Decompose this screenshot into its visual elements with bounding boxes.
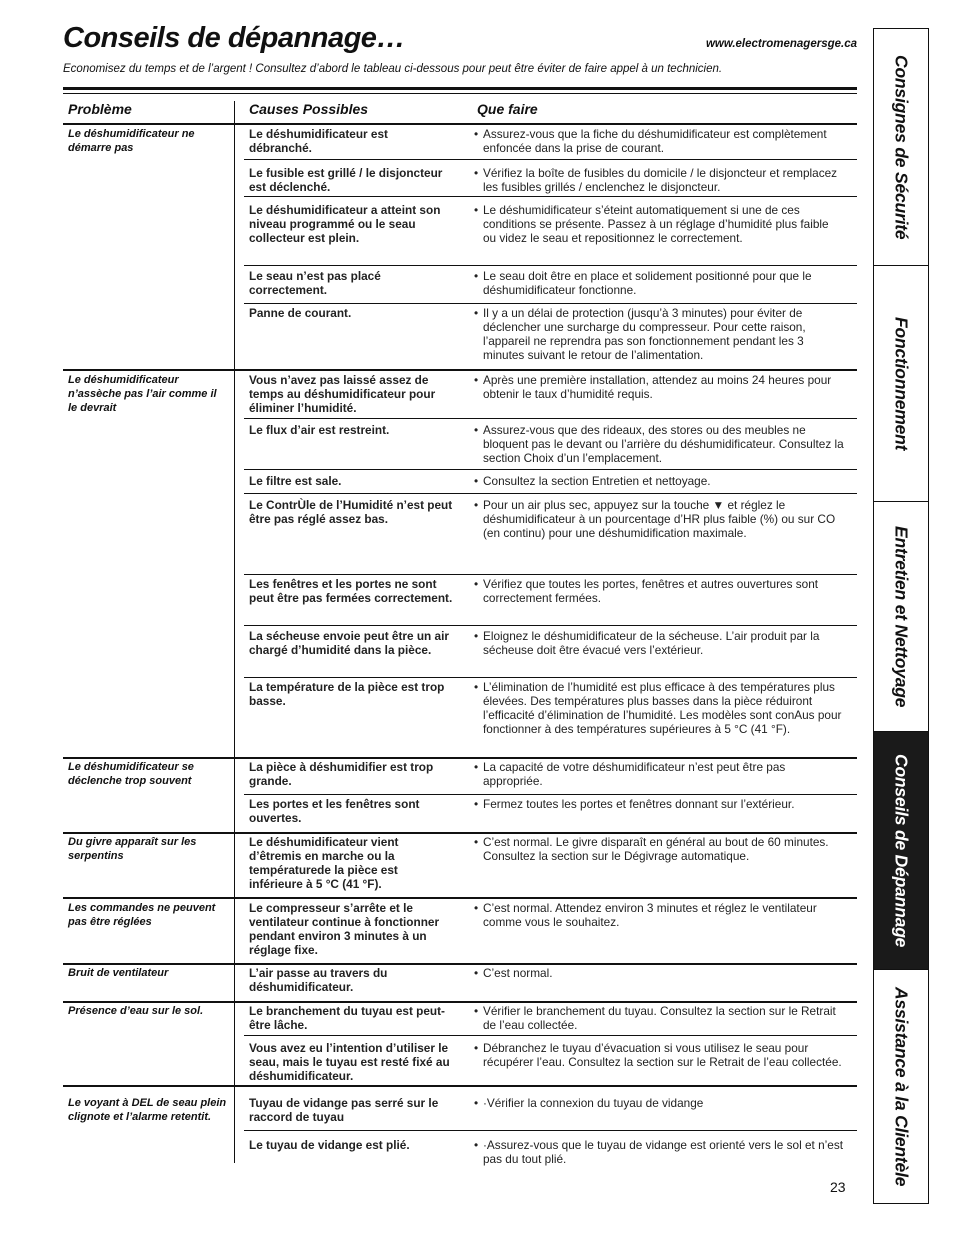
remedy-text: Fermez toutes les portes et fenêtres donnant sur l’extérieur. [483,797,795,811]
cause-cell: Les portes et les fenêtres sont ouvertes. [249,797,420,825]
remedy-cell [474,474,844,488]
cause-cell: La température de la pièce est trop basse. [249,680,445,708]
row-divider [244,418,857,419]
remedy-cell [474,797,844,811]
bullet-icon: • [474,577,479,591]
tab-label: Consignes de Sécurité [891,54,912,240]
section-tabs [873,28,929,1204]
cause-cell: Le ContrÙle de l’Humidité n’est peut être pas réglé assez bas. [249,498,453,526]
column-header-problem: Problème [68,101,132,117]
cause-cell: Les fenêtres et les portes ne sont peut être pas fermées correctement. [249,577,453,605]
remedy-text: Vérifiez la boîte de fusibles du domicile / le disjoncteur et remplacez les fusibles grillés / enclenchez le disjoncteur. [483,166,838,194]
remedy-cell [474,1096,844,1110]
cause-cell: La sécheuse envoie peut être un air chargé d’humidité dans la pièce. [249,629,449,657]
remedy-text: C’est normal. Attendez environ 3 minutes et réglez le ventilateur comme vous le souhaitez. [483,901,817,929]
group-divider [63,1001,857,1003]
remedy-text: Pour un air plus sec, appuyez sur la touche ▼ et réglez le déshumidificateur à un pourcentage d’HR plus faible (%) ou sur CO (en continu) pour une déshumidification maximale. [483,498,836,540]
header-rule-top [63,87,857,90]
bullet-icon: • [474,797,479,811]
tab-customer-service[interactable] [874,969,928,1204]
tab-label: Assistance à la Clientèle [891,987,912,1187]
remedy-text: Vérifier le branchement du tuyau. Consultez la section sur le Retrait de l’eau collectée. [483,1004,836,1032]
remedy-cell [474,1004,844,1032]
cause-cell: Le flux d’air est restreint. [249,423,390,437]
group-divider [63,897,857,899]
remedy-text: Le déshumidificateur s’éteint automatiquement si une de ces conditions se présente. Passez à un réglage d’humidité plus faible ou videz le seau et repositionnez le correctement. [483,203,829,245]
row-divider [244,303,857,304]
tab-troubleshooting[interactable] [874,731,928,970]
problem-cell: Le déshumidificateur n’assèche pas l’air comme il le devrait [68,374,217,414]
row-divider [244,625,857,626]
cause-cell: Le déshumidificateur a atteint son niveau programmé ou le seau collecteur est plein. [249,203,441,245]
remedy-cell [474,373,844,401]
remedy-cell [474,966,844,980]
remedy-cell [474,680,844,736]
row-divider [244,1035,857,1036]
cause-cell: Tuyau de vidange pas serré sur le raccord de tuyau [249,1096,439,1124]
remedy-text: Assurez-vous que des rideaux, des stores ou des meubles ne bloquent pas le devant ou l’arrière du déshumidificateur. Consultez la section Choix d’un l’emplacement. [483,423,844,465]
remedy-text: Vérifiez que toutes les portes, fenêtres et autres ouvertures sont correctement fermées. [483,577,819,605]
remedy-cell [474,203,844,245]
remedy-cell [474,423,844,465]
row-divider [244,677,857,678]
remedy-text: ·Vérifier la connexion du tuyau de vidange [483,1096,704,1110]
tab-care-cleaning[interactable] [874,501,928,732]
tab-label: Entretien et Nettoyage [891,526,912,708]
bullet-icon: • [474,1041,479,1055]
remedy-text: Eloignez le déshumidificateur de la sécheuse. L’air produit par la sécheuse doit être évacué vers l’extérieur. [483,629,820,657]
row-divider [244,493,857,494]
problem-cell: Les commandes ne peuvent pas être réglées [68,902,216,928]
group-divider [63,963,857,965]
remedy-cell [474,760,844,788]
cause-cell: Le fusible est grillé / le disjoncteur est déclenché. [249,166,443,194]
bullet-icon: • [474,203,479,217]
remedy-text: Après une première installation, attendez au moins 24 heures pour obtenir le taux d’humidité requis. [483,373,832,401]
column-header-causes: Causes Possibles [249,101,369,117]
cause-cell: Panne de courant. [249,306,352,320]
remedy-cell [474,1138,844,1166]
cause-cell: Le branchement du tuyau est peut-être lâche. [249,1004,445,1032]
remedy-cell [474,127,844,155]
bullet-icon: • [474,680,479,694]
remedy-text: ·Assurez-vous que le tuyau de vidange est orienté vers le sol et n’est pas du tout plié. [483,1138,844,1166]
bullet-icon: • [474,966,479,980]
row-divider [244,1130,857,1131]
remedy-text: Le seau doit être en place et solidement positionné pour que le déshumidificateur fonctionne. [483,269,812,297]
cause-cell: Le tuyau de vidange est plié. [249,1138,410,1152]
remedy-cell [474,1041,844,1069]
group-divider [63,832,857,834]
cause-cell: Le déshumidificateur vient d’êtremis en marche ou la températurede la pièce est inférieure à 5 °C (41 °F). [249,835,399,891]
cause-cell: Le filtre est sale. [249,474,342,488]
bullet-icon: • [474,423,479,437]
remedy-text: Débranchez le tuyau d’évacuation si vous utilisez le seau pour récupérer l’eau. Consultez la section sur le Retrait de l’eau collectée. [483,1041,842,1069]
tab-label: Fonctionnement [891,317,912,451]
remedy-cell [474,269,844,297]
cause-cell: Le déshumidificateur est débranché. [249,127,388,155]
cause-cell: Vous n’avez pas laissé assez de temps au déshumidificateur pour éliminer l’humidité. [249,373,436,415]
cause-cell: Le seau n’est pas placé correctement. [249,269,381,297]
remedy-cell [474,835,844,863]
row-divider [244,574,857,575]
tab-operation[interactable] [874,265,928,502]
remedy-text: Assurez-vous que la fiche du déshumidificateur est complètement enfoncée dans la prise de courant. [483,127,827,155]
bullet-icon: • [474,373,479,387]
page-title: Conseils de dépannage… [63,22,405,54]
bullet-icon: • [474,1138,479,1152]
bullet-icon: • [474,835,479,849]
bullet-icon: • [474,629,479,643]
tab-safety[interactable] [874,29,928,265]
row-divider [244,794,857,795]
header-rule-thin [63,93,857,94]
website-url[interactable]: www.electromenagersge.ca [705,38,857,50]
remedy-cell [474,306,844,362]
row-divider [244,159,857,160]
problem-cell: Le déshumidificateur se déclenche trop souvent [68,761,194,787]
bullet-icon: • [474,127,479,141]
column-divider [234,101,235,1163]
column-header-todo: Que faire [477,101,538,117]
remedy-text: C’est normal. Le givre disparaît en général au bout de 60 minutes. Consultez la section sur le Dégivrage automatique. [483,835,829,863]
bullet-icon: • [474,1004,479,1018]
remedy-text: Il y a un délai de protection (jusqu’à 3 minutes) pour éviter de déclencher une surcharge du compresseur. Pour cette raison, l’appareil ne reprendra pas son fonctionnement pendant les 3 minutes suivant le retour de l’alimentation. [483,306,806,362]
row-divider [244,196,857,197]
bullet-icon: • [474,1096,479,1110]
problem-cell: Bruit de ventilateur [68,967,169,979]
bullet-icon: • [474,498,479,512]
remedy-cell [474,498,844,540]
tab-label: Conseils de Dépannage [891,754,912,948]
row-divider [244,469,857,470]
problem-cell: Le voyant à DEL de seau plein clignote et l’alarme retentit. [68,1097,227,1123]
page-number: 23 [830,1179,846,1195]
bullet-icon: • [474,306,479,320]
bullet-icon: • [474,269,479,283]
problem-cell: Du givre apparaît sur les serpentins [68,836,197,862]
remedy-cell [474,629,844,657]
group-divider [63,757,857,759]
problem-cell: Le déshumidificateur ne démarre pas [68,128,195,154]
cause-cell: Vous avez eu l’intention d’utiliser le seau, mais le tuyau est resté fixé au déshumidificateur. [249,1041,450,1083]
intro-text: Economisez du temps et de l’argent ! Consultez d’abord le tableau ci-dessous pour peut être éviter de faire appel à un technicien. [63,63,723,75]
remedy-text: C’est normal. [483,966,553,980]
remedy-text: L’élimination de l’humidité est plus efficace à des températures plus élevées. Des températures plus basses dans la pièce réduiront l’efficacité d’élimination de l’humidité. Les modèles sont conAus pour fonctionner à des températures supérieures à 5 °C (41 °F). [483,680,842,736]
row-divider [244,265,857,266]
cause-cell: L’air passe au travers du déshumidificateur. [249,966,388,994]
remedy-cell [474,901,844,929]
column-header-rule [63,123,857,125]
bullet-icon: • [474,474,479,488]
remedy-text: La capacité de votre déshumidificateur n’est peut être pas appropriée. [483,760,786,788]
group-divider [63,1085,857,1087]
group-divider [63,369,857,371]
remedy-cell [474,577,844,605]
bullet-icon: • [474,166,479,180]
bullet-icon: • [474,901,479,915]
remedy-cell [474,166,844,194]
cause-cell: La pièce à déshumidifier est trop grande. [249,760,434,788]
cause-cell: Le compresseur s’arrête et le ventilateur continue à fonctionner pendant environ 3 minutes à un réglage fixe. [249,901,440,957]
problem-cell: Présence d’eau sur le sol. [68,1005,204,1017]
remedy-text: Consultez la section Entretien et nettoyage. [483,474,711,488]
bullet-icon: • [474,760,479,774]
